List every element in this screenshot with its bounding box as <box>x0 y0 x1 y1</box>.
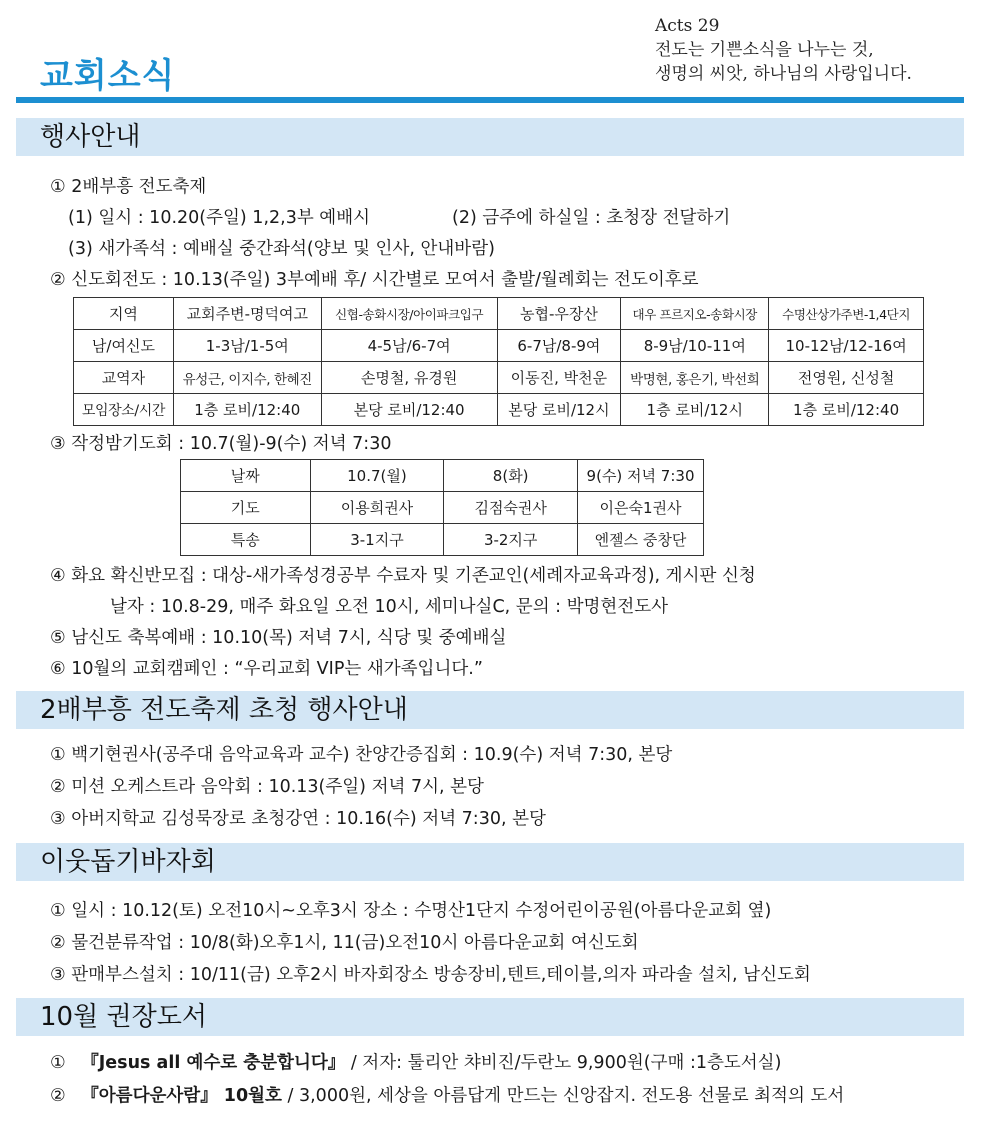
table-cell: 특송 <box>181 524 311 556</box>
table-cell: 손명철, 유경원 <box>321 362 497 394</box>
table-cell: 교회주변-명덕여고 <box>173 298 321 330</box>
table-cell: 3-1지구 <box>310 524 444 556</box>
table-cell: 엔젤스 중창단 <box>578 524 704 556</box>
section-heading-events: 행사안내 <box>16 118 964 156</box>
event-item-2: ② 신도회전도 : 10.13(주일) 3부예배 후/ 시간별로 모여서 출발/월례회는 전도이후로 <box>50 270 699 290</box>
table-cell: 교역자 <box>74 362 174 394</box>
table-row <box>181 460 704 492</box>
table-cell: 이동진, 박천운 <box>497 362 621 394</box>
table-cell: 이은숙1권사 <box>578 492 704 524</box>
table-row <box>181 524 704 556</box>
table-cell: 본당 로비/12시 <box>497 394 621 426</box>
bazaar-item-3: ③ 판매부스설치 : 10/11(금) 오후2시 바자회장소 방송장비,텐트,테이블,의자 파라솔 설치, 남신도회 <box>50 965 811 985</box>
table-cell: 1층 로비/12:40 <box>173 394 321 426</box>
book-details: / 저자: 툴리안 챠비진/두란노 9,900원(구매 :1층도서실) <box>345 1053 782 1073</box>
header <box>0 0 981 104</box>
table-cell: 8-9남/10-11여 <box>621 330 769 362</box>
table-cell: 전영원, 신성철 <box>769 362 924 394</box>
table-cell: 대우 프르지오-송화시장 <box>621 298 769 330</box>
book-item-number: ① <box>50 1053 66 1073</box>
header-rule <box>16 97 964 103</box>
festival-item-2: ② 미션 오케스트라 음악회 : 10.13(주일) 저녁 7시, 본당 <box>50 777 484 797</box>
festival-item-1: ① 백기현권사(공주대 음악교육과 교수) 찬양간증집회 : 10.9(수) 저녁 7:30, 본당 <box>50 745 673 765</box>
table-row <box>181 492 704 524</box>
section-heading-books: 10월 권장도서 <box>16 998 964 1036</box>
book-title: 『Jesus all 예수로 충분합니다』 <box>81 1053 346 1073</box>
table-cell: 지역 <box>74 298 174 330</box>
header-verse <box>655 14 912 86</box>
table-cell: 수명산상가주변-1,4단지 <box>769 298 924 330</box>
book-item-2 <box>50 1082 844 1107</box>
page-title: 교회소식 <box>40 56 176 96</box>
event-item-1-todo: (2) 금주에 하실일 : 초청장 전달하기 <box>452 208 731 228</box>
table-row <box>74 330 924 362</box>
table-cell: 날짜 <box>181 460 311 492</box>
verse-line-1: 전도는 기쁜소식을 나누는 것, <box>655 40 874 60</box>
verse-line-2: 생명의 씨앗, 하나님의 사랑입니다. <box>655 64 912 84</box>
table-cell: 1-3남/1-5여 <box>173 330 321 362</box>
prayer-meeting-table <box>180 459 704 556</box>
bazaar-item-2: ② 물건분류작업 : 10/8(화)오후1시, 11(금)오전10시 아름다운교회 여신도회 <box>50 933 639 953</box>
table-cell: 9(수) 저녁 7:30 <box>578 460 704 492</box>
event-item-1: ① 2배부흥 전도축제 <box>50 177 207 197</box>
book-item-1 <box>50 1049 781 1074</box>
table-cell: 모임장소/시간 <box>74 394 174 426</box>
table-cell: 이용희권사 <box>310 492 444 524</box>
table-cell: 1층 로비/12:40 <box>769 394 924 426</box>
table-cell: 유성근, 이지수, 한혜진 <box>173 362 321 394</box>
table-row <box>74 394 924 426</box>
bazaar-item-1: ① 일시 : 10.12(토) 오전10시~오후3시 장소 : 수명산1단지 수정어린이공원(아름다운교회 옆) <box>50 901 772 921</box>
event-item-4-detail: 날자 : 10.8-29, 매주 화요일 오전 10시, 세미나실C, 문의 : 박명현전도사 <box>110 597 669 617</box>
verse-reference: Acts 29 <box>655 16 720 36</box>
table-cell: 10-12남/12-16여 <box>769 330 924 362</box>
table-cell: 4-5남/6-7여 <box>321 330 497 362</box>
section-heading-bazaar: 이웃돕기바자회 <box>16 843 964 881</box>
book-item-number: ② <box>50 1086 66 1106</box>
book-details: / 3,000원, 세상을 아름답게 만드는 신앙잡지. 전도용 선물로 최적의 도서 <box>281 1086 845 1106</box>
section-heading-festival: 2배부흥 전도축제 초청 행사안내 <box>16 691 964 729</box>
table-cell: 신협-송화시장/아이파크입구 <box>321 298 497 330</box>
evangelism-schedule-table <box>73 297 924 426</box>
table-row <box>74 298 924 330</box>
table-cell: 1층 로비/12시 <box>621 394 769 426</box>
table-cell: 본당 로비/12:40 <box>321 394 497 426</box>
book-title: 『아름다운사람』 10월호 <box>81 1086 282 1106</box>
festival-item-3: ③ 아버지학교 김성묵장로 초청강연 : 10.16(수) 저녁 7:30, 본당 <box>50 809 546 829</box>
table-cell: 8(화) <box>444 460 578 492</box>
event-item-3: ③ 작정밤기도회 : 10.7(월)-9(수) 저녁 7:30 <box>50 434 392 454</box>
table-cell: 10.7(월) <box>310 460 444 492</box>
table-cell: 김점숙권사 <box>444 492 578 524</box>
event-item-6: ⑥ 10월의 교회캠페인 : “우리교회 VIP는 새가족입니다.” <box>50 659 483 679</box>
event-item-5: ⑤ 남신도 축복예배 : 10.10(목) 저녁 7시, 식당 및 중예배실 <box>50 628 507 648</box>
event-item-4: ④ 화요 확신반모집 : 대상-새가족성경공부 수료자 및 기존교인(세례자교육과정), 게시판 신청 <box>50 566 756 586</box>
table-cell: 6-7남/8-9여 <box>497 330 621 362</box>
table-cell: 기도 <box>181 492 311 524</box>
table-cell: 3-2지구 <box>444 524 578 556</box>
event-item-1-seating: (3) 새가족석 : 예배실 중간좌석(양보 및 인사, 안내바람) <box>68 239 495 259</box>
table-cell: 박명현, 홍은기, 박선희 <box>621 362 769 394</box>
table-cell: 농협-우장산 <box>497 298 621 330</box>
table-cell: 남/여신도 <box>74 330 174 362</box>
event-item-1-date: (1) 일시 : 10.20(주일) 1,2,3부 예배시 <box>68 208 371 228</box>
table-row <box>74 362 924 394</box>
